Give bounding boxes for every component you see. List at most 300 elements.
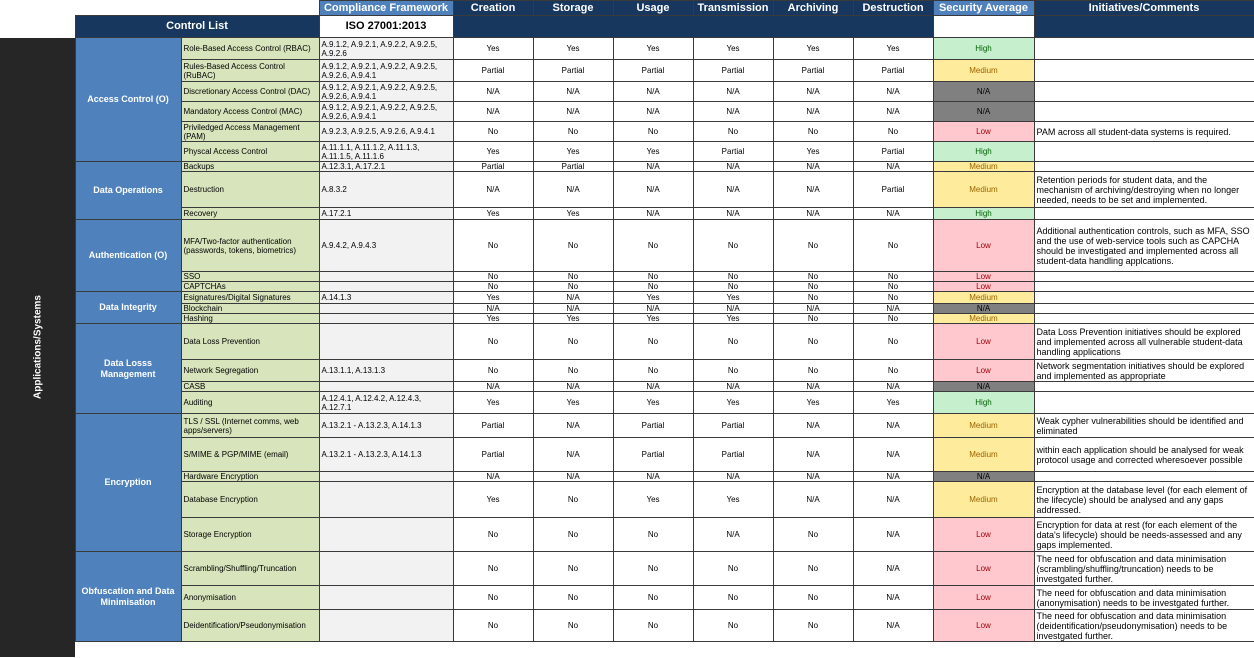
storage-value-cell[interactable]: No xyxy=(533,518,613,552)
control-name-cell[interactable]: Backups xyxy=(181,162,319,172)
usage-value-cell[interactable]: N/A xyxy=(613,82,693,102)
usage-value-cell[interactable]: N/A xyxy=(613,304,693,314)
iso-reference-cell[interactable] xyxy=(319,610,453,642)
creation-value-cell[interactable]: No xyxy=(453,272,533,282)
storage-value-cell[interactable]: Yes xyxy=(533,38,613,60)
destruction-value-cell[interactable]: No xyxy=(853,292,933,304)
archiving-value-cell[interactable]: No xyxy=(773,220,853,272)
archiving-value-cell[interactable]: Partial xyxy=(773,60,853,82)
security-average-cell[interactable]: Medium xyxy=(933,438,1034,472)
iso-reference-cell[interactable] xyxy=(319,272,453,282)
transmission-value-cell[interactable]: Yes xyxy=(693,38,773,60)
control-name-cell[interactable]: Database Encryption xyxy=(181,482,319,518)
control-name-cell[interactable]: Priviledged Access Management (PAM) xyxy=(181,122,319,142)
destruction-value-cell[interactable]: No xyxy=(853,324,933,360)
control-name-cell[interactable]: Anonymisation xyxy=(181,586,319,610)
transmission-value-cell[interactable]: No xyxy=(693,122,773,142)
transmission-value-cell[interactable]: N/A xyxy=(693,102,773,122)
security-average-cell[interactable]: Low xyxy=(933,552,1034,586)
destruction-value-cell[interactable]: N/A xyxy=(853,162,933,172)
comment-cell[interactable]: PAM across all student-data systems is required. xyxy=(1034,122,1254,142)
transmission-value-cell[interactable]: No xyxy=(693,586,773,610)
iso-reference-cell[interactable] xyxy=(319,304,453,314)
usage-value-cell[interactable]: Yes xyxy=(613,38,693,60)
comment-cell[interactable]: Additional authentication controls, such as MFA, SSO and the use of web-service tools such as CAPCHA should be investigated and implemented across all student-data handling applcations. xyxy=(1034,220,1254,272)
control-name-cell[interactable]: CASB xyxy=(181,382,319,392)
usage-value-cell[interactable]: No xyxy=(613,324,693,360)
comment-cell[interactable]: Data Loss Prevention initiatives should be explored and implemented across all vulnerable student-data handling applications xyxy=(1034,324,1254,360)
control-name-cell[interactable]: S/MIME & PGP/MIME (email) xyxy=(181,438,319,472)
header-compliance-framework[interactable]: Compliance Framework xyxy=(319,1,453,16)
iso-reference-cell[interactable] xyxy=(319,482,453,518)
creation-value-cell[interactable]: Partial xyxy=(453,414,533,438)
iso-reference-cell[interactable]: A.12.3.1, A.17.2.1 xyxy=(319,162,453,172)
archiving-value-cell[interactable]: N/A xyxy=(773,304,853,314)
destruction-value-cell[interactable]: N/A xyxy=(853,414,933,438)
destruction-value-cell[interactable]: N/A xyxy=(853,382,933,392)
comment-cell[interactable] xyxy=(1034,304,1254,314)
usage-value-cell[interactable]: Yes xyxy=(613,482,693,518)
transmission-value-cell[interactable]: No xyxy=(693,272,773,282)
iso-reference-cell[interactable]: A.12.4.1, A.12.4.2, A.12.4.3, A.12.7.1 xyxy=(319,392,453,414)
iso-reference-cell[interactable]: A.8.3.2 xyxy=(319,172,453,208)
comment-cell[interactable] xyxy=(1034,102,1254,122)
creation-value-cell[interactable]: No xyxy=(453,282,533,292)
transmission-value-cell[interactable]: No xyxy=(693,552,773,586)
transmission-value-cell[interactable]: Yes xyxy=(693,392,773,414)
archiving-value-cell[interactable]: N/A xyxy=(773,472,853,482)
destruction-value-cell[interactable]: No xyxy=(853,122,933,142)
security-average-cell[interactable]: Medium xyxy=(933,172,1034,208)
storage-value-cell[interactable]: No xyxy=(533,272,613,282)
archiving-value-cell[interactable]: No xyxy=(773,610,853,642)
storage-value-cell[interactable]: No xyxy=(533,482,613,518)
transmission-value-cell[interactable]: N/A xyxy=(693,82,773,102)
destruction-value-cell[interactable]: N/A xyxy=(853,482,933,518)
table-row xyxy=(0,208,1254,220)
header-comments[interactable]: Initiatives/Comments xyxy=(1034,1,1254,16)
transmission-value-cell[interactable]: Yes xyxy=(693,292,773,304)
control-name-cell[interactable]: Deidentification/Pseudonymisation xyxy=(181,610,319,642)
control-name-cell[interactable]: Auditing xyxy=(181,392,319,414)
control-name-cell[interactable]: Discretionary Access Control (DAC) xyxy=(181,82,319,102)
destruction-value-cell[interactable]: N/A xyxy=(853,82,933,102)
security-average-cell[interactable]: Medium xyxy=(933,482,1034,518)
transmission-value-cell[interactable]: No xyxy=(693,360,773,382)
table-row xyxy=(0,438,1254,472)
storage-value-cell[interactable]: N/A xyxy=(533,292,613,304)
control-name-cell[interactable]: Mandatory Access Control (MAC) xyxy=(181,102,319,122)
usage-value-cell[interactable]: No xyxy=(613,282,693,292)
comment-cell[interactable]: The need for obfuscation and data minimisation (anonymisation) needs to be investgated further. xyxy=(1034,586,1254,610)
transmission-value-cell[interactable]: No xyxy=(693,324,773,360)
security-average-cell[interactable]: Medium xyxy=(933,314,1034,324)
storage-value-cell[interactable]: N/A xyxy=(533,414,613,438)
control-name-cell[interactable]: Physcal Access Control xyxy=(181,142,319,162)
storage-value-cell[interactable]: No xyxy=(533,360,613,382)
destruction-value-cell[interactable]: N/A xyxy=(853,102,933,122)
creation-value-cell[interactable]: Partial xyxy=(453,162,533,172)
creation-value-cell[interactable]: No xyxy=(453,220,533,272)
destruction-value-cell[interactable]: N/A xyxy=(853,518,933,552)
comment-cell[interactable] xyxy=(1034,382,1254,392)
archiving-value-cell[interactable]: No xyxy=(773,292,853,304)
category-cell[interactable]: Obfuscation and Data Minimisation xyxy=(75,552,181,642)
destruction-value-cell[interactable]: Yes xyxy=(853,392,933,414)
archiving-value-cell[interactable]: No xyxy=(773,122,853,142)
header-archiving[interactable]: Archiving xyxy=(773,1,853,16)
archiving-value-cell[interactable]: N/A xyxy=(773,102,853,122)
comment-cell[interactable] xyxy=(1034,272,1254,282)
control-name-cell[interactable]: Storage Encryption xyxy=(181,518,319,552)
usage-value-cell[interactable]: No xyxy=(613,220,693,272)
control-name-cell[interactable]: Rules-Based Access Control (RuBAC) xyxy=(181,60,319,82)
transmission-value-cell[interactable]: No xyxy=(693,610,773,642)
transmission-value-cell[interactable]: N/A xyxy=(693,382,773,392)
storage-value-cell[interactable]: N/A xyxy=(533,472,613,482)
comment-cell[interactable]: within each application should be analysed for weak protocol usage and corrected wheresoever possible xyxy=(1034,438,1254,472)
destruction-value-cell[interactable]: N/A xyxy=(853,610,933,642)
usage-value-cell[interactable]: Yes xyxy=(613,292,693,304)
comment-cell[interactable] xyxy=(1034,142,1254,162)
creation-value-cell[interactable]: No xyxy=(453,586,533,610)
destruction-value-cell[interactable]: N/A xyxy=(853,438,933,472)
comment-cell[interactable] xyxy=(1034,60,1254,82)
iso-reference-cell[interactable] xyxy=(319,314,453,324)
iso-reference-cell[interactable]: A.13.2.1 - A.13.2.3, A.14.1.3 xyxy=(319,414,453,438)
comment-cell[interactable]: Network segmentation initiatives should be explored and implemented as appropriate xyxy=(1034,360,1254,382)
archiving-value-cell[interactable]: N/A xyxy=(773,82,853,102)
usage-value-cell[interactable]: N/A xyxy=(613,102,693,122)
control-name-cell[interactable]: Data Loss Prevention xyxy=(181,324,319,360)
destruction-value-cell[interactable]: N/A xyxy=(853,586,933,610)
archiving-value-cell[interactable]: No xyxy=(773,324,853,360)
category-cell[interactable]: Data Losss Management xyxy=(75,324,181,414)
creation-value-cell[interactable]: Yes xyxy=(453,208,533,220)
usage-value-cell[interactable]: No xyxy=(613,586,693,610)
comment-cell[interactable] xyxy=(1034,38,1254,60)
usage-value-cell[interactable]: No xyxy=(613,122,693,142)
creation-value-cell[interactable]: No xyxy=(453,360,533,382)
storage-value-cell[interactable]: No xyxy=(533,220,613,272)
usage-value-cell[interactable]: Partial xyxy=(613,60,693,82)
security-average-cell[interactable]: Low xyxy=(933,122,1034,142)
usage-value-cell[interactable]: N/A xyxy=(613,472,693,482)
destruction-value-cell[interactable]: No xyxy=(853,282,933,292)
usage-value-cell[interactable]: Partial xyxy=(613,414,693,438)
storage-value-cell[interactable]: No xyxy=(533,324,613,360)
comment-cell[interactable]: Encryption at the database level (for each element of the lifecycle) should be analysed and any gaps addressed. xyxy=(1034,482,1254,518)
archiving-value-cell[interactable]: No xyxy=(773,272,853,282)
iso-reference-cell[interactable]: A.11.1.1, A.11.1.2, A.11.1.3, A.11.1.5, A.11.1.6 xyxy=(319,142,453,162)
creation-value-cell[interactable]: No xyxy=(453,518,533,552)
creation-value-cell[interactable]: No xyxy=(453,610,533,642)
comment-cell[interactable] xyxy=(1034,82,1254,102)
control-name-cell[interactable]: Recovery xyxy=(181,208,319,220)
transmission-value-cell[interactable]: Yes xyxy=(693,314,773,324)
security-average-cell[interactable]: Low xyxy=(933,272,1034,282)
iso-reference-cell[interactable] xyxy=(319,472,453,482)
iso-reference-cell[interactable] xyxy=(319,518,453,552)
storage-value-cell[interactable]: Yes xyxy=(533,142,613,162)
creation-value-cell[interactable]: N/A xyxy=(453,304,533,314)
archiving-value-cell[interactable]: No xyxy=(773,360,853,382)
creation-value-cell[interactable]: N/A xyxy=(453,172,533,208)
header-row-sub xyxy=(0,16,1254,38)
usage-value-cell[interactable]: N/A xyxy=(613,162,693,172)
transmission-value-cell[interactable]: Partial xyxy=(693,142,773,162)
header-sub-blank xyxy=(0,16,75,38)
header-destruction[interactable]: Destruction xyxy=(853,1,933,16)
destruction-value-cell[interactable]: N/A xyxy=(853,472,933,482)
table-row xyxy=(0,482,1254,518)
security-average-cell[interactable]: Low xyxy=(933,282,1034,292)
usage-value-cell[interactable]: No xyxy=(613,272,693,282)
iso-reference-cell[interactable]: A.9.1.2, A.9.2.1, A.9.2.2, A.9.2.5, A.9.2.6, A.9.4.1 xyxy=(319,82,453,102)
usage-value-cell[interactable]: N/A xyxy=(613,382,693,392)
creation-value-cell[interactable]: N/A xyxy=(453,82,533,102)
comment-cell[interactable] xyxy=(1034,282,1254,292)
iso-reference-cell[interactable]: A.13.1.1, A.13.1.3 xyxy=(319,360,453,382)
creation-value-cell[interactable]: Yes xyxy=(453,38,533,60)
control-name-cell[interactable]: Blockchain xyxy=(181,304,319,314)
storage-value-cell[interactable]: N/A xyxy=(533,304,613,314)
security-average-cell[interactable]: Medium xyxy=(933,292,1034,304)
iso-reference-cell[interactable] xyxy=(319,382,453,392)
header-storage[interactable]: Storage xyxy=(533,1,613,16)
archiving-value-cell[interactable]: N/A xyxy=(773,482,853,518)
storage-value-cell[interactable]: Partial xyxy=(533,162,613,172)
archiving-value-cell[interactable]: No xyxy=(773,586,853,610)
control-name-cell[interactable]: MFA/Two-factor authentication (passwords, tokens, biometrics) xyxy=(181,220,319,272)
storage-value-cell[interactable]: Yes xyxy=(533,314,613,324)
control-name-cell[interactable]: Scrambling/Shuffling/Truncation xyxy=(181,552,319,586)
table-row xyxy=(0,586,1254,610)
iso-reference-cell[interactable]: A.9.2.3, A.9.2.5, A.9.2.6, A.9.4.1 xyxy=(319,122,453,142)
storage-value-cell[interactable]: No xyxy=(533,610,613,642)
destruction-value-cell[interactable]: No xyxy=(853,272,933,282)
security-average-cell[interactable]: High xyxy=(933,142,1034,162)
creation-value-cell[interactable]: Partial xyxy=(453,438,533,472)
storage-value-cell[interactable]: No xyxy=(533,122,613,142)
creation-value-cell[interactable]: No xyxy=(453,552,533,586)
archiving-value-cell[interactable]: No xyxy=(773,282,853,292)
security-average-cell[interactable]: Medium xyxy=(933,162,1034,172)
header-usage[interactable]: Usage xyxy=(613,1,693,16)
usage-value-cell[interactable]: No xyxy=(613,552,693,586)
comment-cell[interactable]: Encryption for data at rest (for each element of the data's lifecycle) should be needs-assessed and any gaps implemented. xyxy=(1034,518,1254,552)
security-average-cell[interactable]: Low xyxy=(933,518,1034,552)
transmission-value-cell[interactable]: N/A xyxy=(693,304,773,314)
creation-value-cell[interactable]: N/A xyxy=(453,102,533,122)
security-average-cell[interactable]: N/A xyxy=(933,102,1034,122)
archiving-value-cell[interactable]: N/A xyxy=(773,208,853,220)
archiving-value-cell[interactable]: No xyxy=(773,552,853,586)
comment-cell[interactable] xyxy=(1034,392,1254,414)
header-row-top xyxy=(0,1,1254,16)
archiving-value-cell[interactable]: No xyxy=(773,314,853,324)
iso-reference-cell[interactable]: A.17.2.1 xyxy=(319,208,453,220)
storage-value-cell[interactable]: N/A xyxy=(533,172,613,208)
usage-value-cell[interactable]: Yes xyxy=(613,392,693,414)
security-average-cell[interactable]: N/A xyxy=(933,472,1034,482)
transmission-value-cell[interactable]: N/A xyxy=(693,208,773,220)
header-creation[interactable]: Creation xyxy=(453,1,533,16)
header-iso-standard[interactable]: ISO 27001:2013 xyxy=(319,16,453,38)
control-name-cell[interactable]: Hashing xyxy=(181,314,319,324)
usage-value-cell[interactable]: No xyxy=(613,518,693,552)
category-cell[interactable]: Data Integrity xyxy=(75,292,181,324)
creation-value-cell[interactable]: Yes xyxy=(453,142,533,162)
creation-value-cell[interactable]: Yes xyxy=(453,314,533,324)
control-name-cell[interactable]: Network Segregation xyxy=(181,360,319,382)
category-cell[interactable]: Access Control (O) xyxy=(75,38,181,162)
control-name-cell[interactable]: Destruction xyxy=(181,172,319,208)
transmission-value-cell[interactable]: N/A xyxy=(693,162,773,172)
destruction-value-cell[interactable]: N/A xyxy=(853,552,933,586)
security-average-cell[interactable]: N/A xyxy=(933,304,1034,314)
iso-reference-cell[interactable] xyxy=(319,552,453,586)
storage-value-cell[interactable]: No xyxy=(533,282,613,292)
archiving-value-cell[interactable]: No xyxy=(773,518,853,552)
security-average-cell[interactable]: N/A xyxy=(933,382,1034,392)
comment-cell[interactable]: The need for obfuscation and data minimisation (deidentification/pseudonymisation) needs to be investgated further. xyxy=(1034,610,1254,642)
security-average-cell[interactable]: Low xyxy=(933,610,1034,642)
usage-value-cell[interactable]: N/A xyxy=(613,172,693,208)
destruction-value-cell[interactable]: Yes xyxy=(853,38,933,60)
comment-cell[interactable] xyxy=(1034,314,1254,324)
header-transmission[interactable]: Transmission xyxy=(693,1,773,16)
security-average-cell[interactable]: High xyxy=(933,38,1034,60)
header-sub-lifecycle xyxy=(453,16,933,38)
archiving-value-cell[interactable]: Yes xyxy=(773,142,853,162)
iso-reference-cell[interactable]: A.13.2.1 - A.13.2.3, A.14.1.3 xyxy=(319,438,453,472)
security-average-cell[interactable]: Low xyxy=(933,220,1034,272)
iso-reference-cell[interactable]: A.14.1.3 xyxy=(319,292,453,304)
control-name-cell[interactable]: Hardware Encryption xyxy=(181,472,319,482)
storage-value-cell[interactable]: No xyxy=(533,552,613,586)
comment-cell[interactable]: Retention periods for student data, and the mechanism of archiving/destroying when no longer needed, needs to be set and implemented. xyxy=(1034,172,1254,208)
storage-value-cell[interactable]: Partial xyxy=(533,60,613,82)
security-average-cell[interactable]: High xyxy=(933,208,1034,220)
creation-value-cell[interactable]: Yes xyxy=(453,292,533,304)
creation-value-cell[interactable]: Partial xyxy=(453,60,533,82)
comment-cell[interactable] xyxy=(1034,292,1254,304)
iso-reference-cell[interactable]: A.9.1.2, A.9.2.1, A.9.2.2, A.9.2.5, A.9.2.6, A.9.4.1 xyxy=(319,102,453,122)
creation-value-cell[interactable]: No xyxy=(453,122,533,142)
control-name-cell[interactable]: CAPTCHAs xyxy=(181,282,319,292)
transmission-value-cell[interactable]: Partial xyxy=(693,60,773,82)
creation-value-cell[interactable]: N/A xyxy=(453,382,533,392)
control-name-cell[interactable]: Role-Based Access Control (RBAC) xyxy=(181,38,319,60)
destruction-value-cell[interactable]: Partial xyxy=(853,172,933,208)
creation-value-cell[interactable]: N/A xyxy=(453,472,533,482)
storage-value-cell[interactable]: Yes xyxy=(533,208,613,220)
comment-cell[interactable] xyxy=(1034,472,1254,482)
usage-value-cell[interactable]: Yes xyxy=(613,142,693,162)
comment-cell[interactable]: The need for obfuscation and data minimisation (scrambling/shuffling/truncation) needs to be investgated further. xyxy=(1034,552,1254,586)
transmission-value-cell[interactable]: N/A xyxy=(693,518,773,552)
security-average-cell[interactable]: N/A xyxy=(933,82,1034,102)
control-name-cell[interactable]: TLS / SSL (Internet comms, web apps/servers) xyxy=(181,414,319,438)
security-average-cell[interactable]: Low xyxy=(933,324,1034,360)
archiving-value-cell[interactable]: Yes xyxy=(773,38,853,60)
comment-cell[interactable]: Weak cypher vulnerabilities should be identified and eliminated xyxy=(1034,414,1254,438)
iso-reference-cell[interactable]: A.9.1.2, A.9.2.1, A.9.2.2, A.9.2.5, A.9.2.6 xyxy=(319,38,453,60)
transmission-value-cell[interactable]: No xyxy=(693,282,773,292)
security-average-cell[interactable]: Low xyxy=(933,586,1034,610)
usage-value-cell[interactable]: Partial xyxy=(613,438,693,472)
iso-reference-cell[interactable] xyxy=(319,282,453,292)
destruction-value-cell[interactable]: No xyxy=(853,314,933,324)
creation-value-cell[interactable]: Yes xyxy=(453,482,533,518)
category-cell[interactable]: Data Operations xyxy=(75,162,181,220)
transmission-value-cell[interactable]: N/A xyxy=(693,472,773,482)
iso-reference-cell[interactable]: A.9.4.2, A.9.4.3 xyxy=(319,220,453,272)
destruction-value-cell[interactable]: Partial xyxy=(853,60,933,82)
header-security-average[interactable]: Security Average xyxy=(933,1,1034,16)
destruction-value-cell[interactable]: N/A xyxy=(853,208,933,220)
destruction-value-cell[interactable]: No xyxy=(853,360,933,382)
transmission-value-cell[interactable]: No xyxy=(693,220,773,272)
comment-cell[interactable] xyxy=(1034,162,1254,172)
table-row xyxy=(0,102,1254,122)
storage-value-cell[interactable]: N/A xyxy=(533,382,613,392)
security-average-cell[interactable]: Medium xyxy=(933,414,1034,438)
iso-reference-cell[interactable] xyxy=(319,324,453,360)
storage-value-cell[interactable]: N/A xyxy=(533,82,613,102)
usage-value-cell[interactable]: Yes xyxy=(613,314,693,324)
creation-value-cell[interactable]: Yes xyxy=(453,392,533,414)
table-row xyxy=(0,324,1254,360)
storage-value-cell[interactable]: N/A xyxy=(533,438,613,472)
destruction-value-cell[interactable]: No xyxy=(853,220,933,272)
security-average-cell[interactable]: Medium xyxy=(933,60,1034,82)
archiving-value-cell[interactable]: N/A xyxy=(773,162,853,172)
storage-value-cell[interactable]: N/A xyxy=(533,102,613,122)
table-row xyxy=(0,314,1254,324)
control-name-cell[interactable]: SSO xyxy=(181,272,319,282)
storage-value-cell[interactable]: No xyxy=(533,586,613,610)
transmission-value-cell[interactable]: Partial xyxy=(693,438,773,472)
archiving-value-cell[interactable]: N/A xyxy=(773,414,853,438)
header-sub-comments xyxy=(1034,16,1254,38)
usage-value-cell[interactable]: N/A xyxy=(613,208,693,220)
category-cell[interactable]: Encryption xyxy=(75,414,181,552)
creation-value-cell[interactable]: No xyxy=(453,324,533,360)
archiving-value-cell[interactable]: N/A xyxy=(773,438,853,472)
archiving-value-cell[interactable]: N/A xyxy=(773,172,853,208)
destruction-value-cell[interactable]: Partial xyxy=(853,142,933,162)
transmission-value-cell[interactable]: N/A xyxy=(693,172,773,208)
archiving-value-cell[interactable]: N/A xyxy=(773,382,853,392)
security-average-cell[interactable]: Low xyxy=(933,360,1034,382)
storage-value-cell[interactable]: Yes xyxy=(533,392,613,414)
archiving-value-cell[interactable]: Yes xyxy=(773,392,853,414)
usage-value-cell[interactable]: No xyxy=(613,360,693,382)
control-name-cell[interactable]: Esignatures/Digital Signatures xyxy=(181,292,319,304)
transmission-value-cell[interactable]: Partial xyxy=(693,414,773,438)
security-average-cell[interactable]: High xyxy=(933,392,1034,414)
header-control-list[interactable]: Control List xyxy=(75,16,319,38)
transmission-value-cell[interactable]: Yes xyxy=(693,482,773,518)
iso-reference-cell[interactable]: A.9.1.2, A.9.2.1, A.9.2.2, A.9.2.5, A.9.2.6, A.9.4.1 xyxy=(319,60,453,82)
usage-value-cell[interactable]: No xyxy=(613,610,693,642)
comment-cell[interactable] xyxy=(1034,208,1254,220)
category-cell[interactable]: Authentication (O) xyxy=(75,220,181,292)
iso-reference-cell[interactable] xyxy=(319,586,453,610)
destruction-value-cell[interactable]: N/A xyxy=(853,304,933,314)
